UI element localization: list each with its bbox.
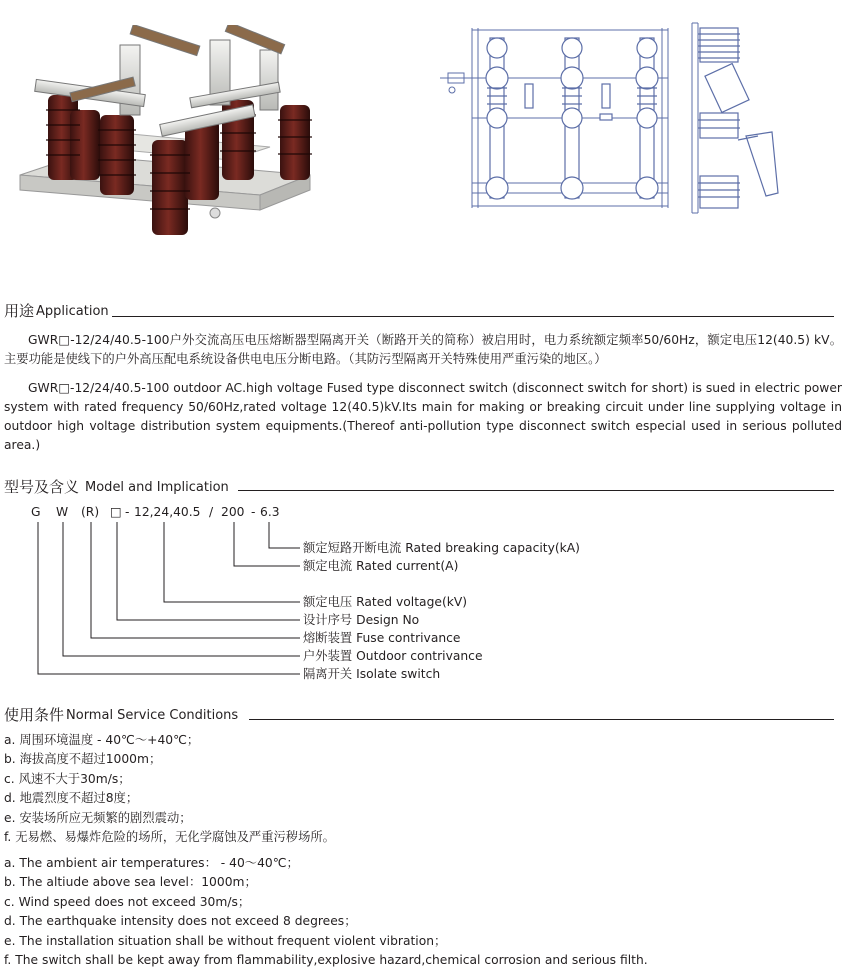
code-part-r: (R) <box>81 505 100 519</box>
code-part-dash1: - <box>125 505 130 519</box>
list-item: e. The installation situation shall be without frequent violent vibration； <box>4 933 447 948</box>
code-part-current: 200 <box>221 505 245 519</box>
list-item: b. The altiude above sea level：1000m； <box>4 875 257 890</box>
legend-rated-current: 额定电流 Rated current(A) <box>303 559 459 573</box>
model-leader-lines <box>0 518 310 678</box>
front-view-drawing <box>440 18 685 218</box>
list-item: f. 无易燃、易爆炸危险的场所，无化学腐蚀及严重污秽场所。 <box>4 830 335 845</box>
application-rule <box>112 316 834 317</box>
list-item: f. The switch shall be kept away from flammability,explosive hazard,chemical corrosion and serious filth. <box>4 953 648 968</box>
conditions-rule <box>249 719 834 720</box>
conditions-list-en <box>4 854 648 970</box>
legend-rated-voltage: 额定电压 Rated voltage(kV) <box>303 595 468 609</box>
list-item: c. 风速不大于30m/s； <box>4 771 131 786</box>
list-item: e. 安装场所应无频繁的剧烈震动； <box>4 810 192 825</box>
model-rule <box>238 490 834 491</box>
list-item: d. 地震烈度不超过8度； <box>4 791 139 806</box>
list-item: d. The earthquake intensity does not exceed 8 degrees； <box>4 914 357 929</box>
list-item: a. 周围环境温度 - 40℃～+40℃； <box>4 733 200 747</box>
side-view-drawing <box>688 18 788 218</box>
code-part-voltage: 12,24,40.5 <box>134 505 201 519</box>
legend-isolate-switch: 隔离开关 Isolate switch <box>303 667 441 681</box>
code-part-g: G <box>31 505 41 519</box>
legend-breaking-capacity: 额定短路开断电流 Rated breaking capacity(kA) <box>303 541 580 555</box>
list-item: b. 海拔高度不超过1000m； <box>4 752 162 767</box>
list-item: c. Wind speed does not exceed 30m/s； <box>4 894 251 909</box>
legend-design-no: 设计序号 Design No <box>303 613 420 627</box>
legend-fuse: 熔断装置 Fuse contrivance <box>303 631 461 645</box>
conditions-heading: 使用条件 Normal Service Conditions <box>4 706 239 724</box>
legend-outdoor: 户外装置 Outdoor contrivance <box>303 649 483 663</box>
product-photo <box>10 25 330 250</box>
conditions-list-zh <box>4 731 335 847</box>
code-part-box: □ <box>110 505 122 519</box>
application-paragraph-en: GWR□-12/24/40.5-100 outdoor AC.high voltage Fused type disconnect switch (disconnect switch for short) is sued in electric power system with rated frequency 50/60Hz,rated voltage 12(40.5)kV.Its main for making or breaking circuit under line supplying voltage in outdoor high voltage distribution system equipments.(Thereof anti-pollution type disconnect switch especial used in serious polluted area.) <box>4 381 842 452</box>
list-item: a. The ambient air temperatures： - 40～40℃； <box>4 856 299 870</box>
model-heading: 型号及含义 Model and Implication <box>4 478 229 496</box>
code-part-dash2: - <box>251 505 256 519</box>
application-heading: 用途 Application <box>4 302 109 320</box>
application-paragraph-zh: GWR□-12/24/40.5-100户外交流高压电压熔断器型隔离开关（断路开关的简称）被启用时，电力系统额定频率50/60Hz，额定电压12(40.5) kV。主要功能是使线下的户外高压配电系统设备供电电压分断电路。（其防污型隔离开关特殊使用严重污染的地区。） <box>4 333 842 366</box>
code-part-w: W <box>56 505 69 519</box>
code-part-slash: / <box>209 505 214 519</box>
code-part-breaking: 6.3 <box>260 505 280 519</box>
